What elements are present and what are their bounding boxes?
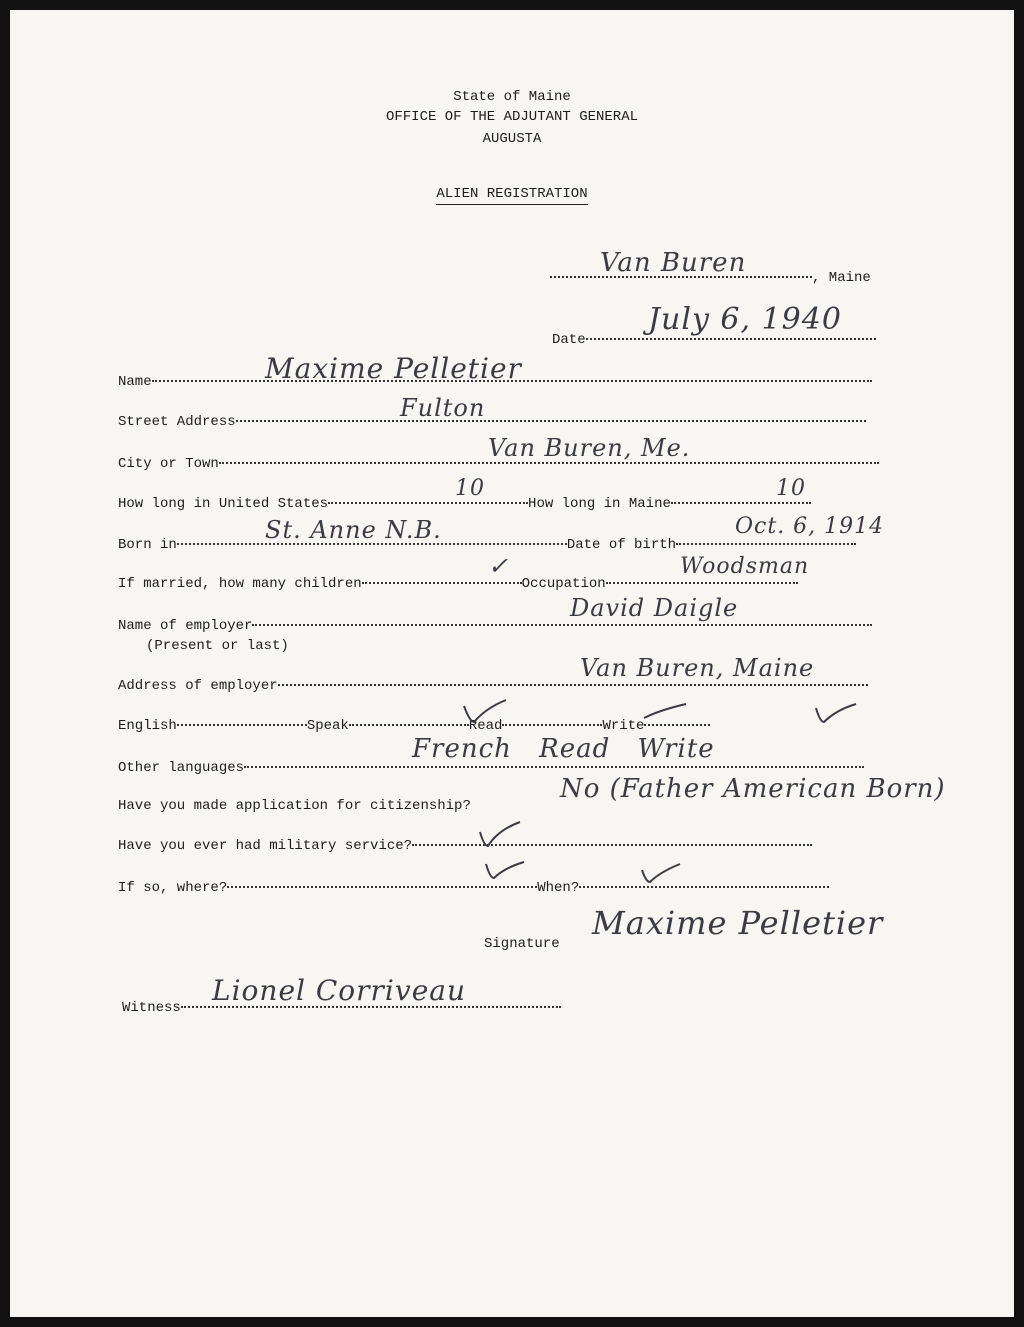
how-long-us-value: 10 bbox=[455, 476, 485, 501]
how-long-line bbox=[118, 496, 888, 512]
place-suffix: , Maine bbox=[812, 270, 871, 286]
employer-value: David Daigle bbox=[570, 594, 739, 622]
speak-check-icon bbox=[460, 698, 510, 728]
how-long-us-label: How long in United States bbox=[118, 496, 329, 512]
street-line bbox=[118, 414, 888, 430]
witness-value: Lionel Corriveau bbox=[212, 974, 466, 1007]
place-value: Van Buren bbox=[600, 248, 747, 278]
name-value: Maxime Pelletier bbox=[265, 352, 522, 385]
where-label: If so, where? bbox=[118, 880, 228, 896]
street-value: Fulton bbox=[400, 394, 486, 422]
citizenship-label: Have you made application for citizenship? bbox=[118, 798, 471, 814]
born-value: St. Anne N.B. bbox=[265, 516, 442, 544]
header-state: State of Maine bbox=[453, 89, 571, 105]
employer-line bbox=[118, 618, 888, 634]
employer-sublabel: (Present or last) bbox=[146, 638, 289, 654]
read-label: Read bbox=[468, 718, 503, 734]
signature-line bbox=[484, 936, 604, 952]
signature-label: Signature bbox=[484, 936, 560, 952]
how-long-maine-label: How long in Maine bbox=[528, 496, 671, 512]
where-check-icon bbox=[480, 858, 530, 884]
date-label: Date bbox=[552, 332, 586, 348]
name-label: Name bbox=[118, 374, 152, 390]
when-label: When? bbox=[537, 880, 580, 896]
form-title: ALIEN REGISTRATION bbox=[0, 186, 1024, 202]
children-label: If married, how many children bbox=[118, 576, 362, 592]
how-long-maine-value: 10 bbox=[776, 476, 806, 501]
city-value: Van Buren, Me. bbox=[488, 434, 691, 462]
dob-value: Oct. 6, 1914 bbox=[735, 514, 885, 539]
military-check-icon bbox=[476, 818, 526, 852]
employer-label: Name of employer bbox=[118, 618, 253, 634]
children-value: ✓ bbox=[488, 552, 510, 580]
citizenship-line bbox=[118, 798, 578, 814]
signature-value: Maxime Pelletier bbox=[592, 904, 884, 942]
document-page bbox=[10, 12, 1014, 1315]
witness-label: Witness bbox=[122, 1000, 181, 1016]
english-label: English bbox=[118, 718, 177, 734]
citizenship-value: No (Father American Born) bbox=[560, 774, 946, 804]
occupation-value: Woodsman bbox=[680, 554, 810, 579]
military-label: Have you ever had military service? bbox=[118, 838, 413, 854]
header-city: AUGUSTA bbox=[482, 131, 542, 147]
born-line bbox=[118, 537, 888, 553]
employer-address-value: Van Buren, Maine bbox=[580, 654, 815, 682]
read-check-icon bbox=[640, 700, 690, 724]
when-check-icon bbox=[636, 860, 686, 886]
write-check-icon bbox=[812, 700, 862, 726]
other-languages-value: French Read Write bbox=[412, 734, 715, 764]
speak-label: Speak bbox=[306, 718, 349, 734]
born-label: Born in bbox=[118, 537, 177, 553]
city-label: City or Town bbox=[118, 456, 219, 472]
employer-address-label: Address of employer bbox=[118, 678, 278, 694]
date-value: July 6, 1940 bbox=[648, 302, 842, 337]
write-label: Write bbox=[602, 718, 645, 734]
dob-label: Date of birth bbox=[566, 537, 677, 553]
street-label: Street Address bbox=[118, 414, 236, 430]
other-languages-label: Other languages bbox=[118, 760, 245, 776]
occupation-label: Occupation bbox=[521, 576, 606, 592]
header-office: OFFICE OF THE ADJUTANT GENERAL bbox=[385, 109, 639, 125]
